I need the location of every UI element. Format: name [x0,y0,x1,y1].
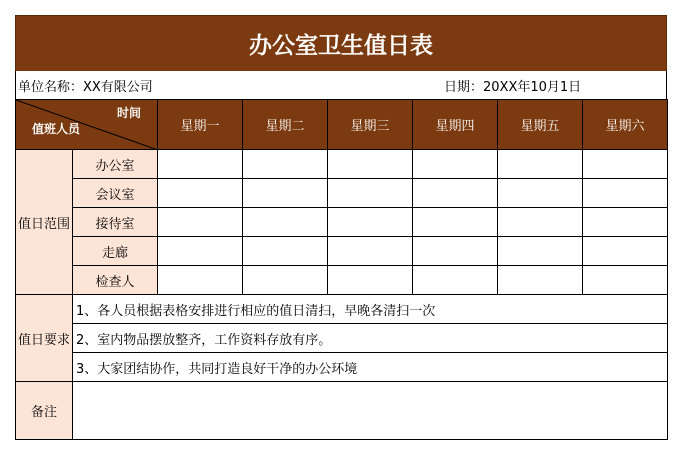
corner-time-label: 时间 [116,106,141,120]
scope-label: 值日范围 [16,150,73,295]
duty-cell[interactable] [243,179,328,208]
table-row [16,208,668,237]
duty-cell[interactable] [413,179,498,208]
duty-cell[interactable] [413,208,498,237]
day-header-wed: 星期三 [328,100,413,150]
duty-cell[interactable] [158,179,243,208]
duty-roster-sheet [15,15,667,440]
table-row [16,295,668,324]
table-row [16,179,668,208]
duty-cell[interactable] [243,150,328,179]
duty-cell[interactable] [243,208,328,237]
duty-cell[interactable] [328,179,413,208]
roster-table [15,99,668,440]
table-row [16,237,668,266]
day-header-mon: 星期一 [158,100,243,150]
duty-cell[interactable] [583,266,668,295]
remarks-label: 备注 [16,382,73,440]
requirement-item: 3、大家团结协作，共同打造良好干净的办公环境 [73,353,668,382]
day-header-sat: 星期六 [583,100,668,150]
requirement-item: 1、各人员根据表格安排进行相应的值日清扫，早晚各清扫一次 [73,295,668,324]
duty-cell[interactable] [328,237,413,266]
duty-cell[interactable] [243,237,328,266]
duty-cell[interactable] [158,208,243,237]
day-header-tue: 星期二 [243,100,328,150]
requirement-item: 2、室内物品摆放整齐，工作资料存放有序。 [73,324,668,353]
info-row [15,71,667,99]
table-row [16,324,668,353]
remarks-cell[interactable] [73,382,668,440]
unit-name: 单位名称：XX有限公司 [18,79,153,95]
table-row [16,150,668,179]
duty-cell[interactable] [158,150,243,179]
duty-cell[interactable] [328,150,413,179]
duty-cell[interactable] [413,150,498,179]
duty-cell[interactable] [158,237,243,266]
day-header-fri: 星期五 [498,100,583,150]
area-reception: 接待室 [73,208,158,237]
duty-cell[interactable] [328,266,413,295]
duty-cell[interactable] [583,150,668,179]
duty-cell[interactable] [158,266,243,295]
table-row [16,353,668,382]
duty-cell[interactable] [243,266,328,295]
corner-person-label: 值班人员 [32,122,81,136]
duty-cell[interactable] [328,208,413,237]
duty-cell[interactable] [413,237,498,266]
duty-cell[interactable] [583,208,668,237]
table-row [16,266,668,295]
duty-cell[interactable] [498,208,583,237]
day-header-thu: 星期四 [413,100,498,150]
duty-cell[interactable] [498,266,583,295]
area-corridor: 走廊 [73,237,158,266]
corner-header-cell [16,100,158,150]
duty-cell[interactable] [498,179,583,208]
area-office: 办公室 [73,150,158,179]
duty-cell[interactable] [498,237,583,266]
duty-cell[interactable] [583,179,668,208]
duty-cell[interactable] [498,150,583,179]
header-row [16,100,668,150]
roster-date: 日期：20XX年10月1日 [444,79,582,95]
sheet-title: 办公室卫生值日表 [15,15,667,71]
duty-cell[interactable] [583,237,668,266]
area-inspector: 检查人 [73,266,158,295]
table-row [16,382,668,440]
requirements-label: 值日要求 [16,295,73,382]
duty-cell[interactable] [413,266,498,295]
area-meeting-room: 会议室 [73,179,158,208]
